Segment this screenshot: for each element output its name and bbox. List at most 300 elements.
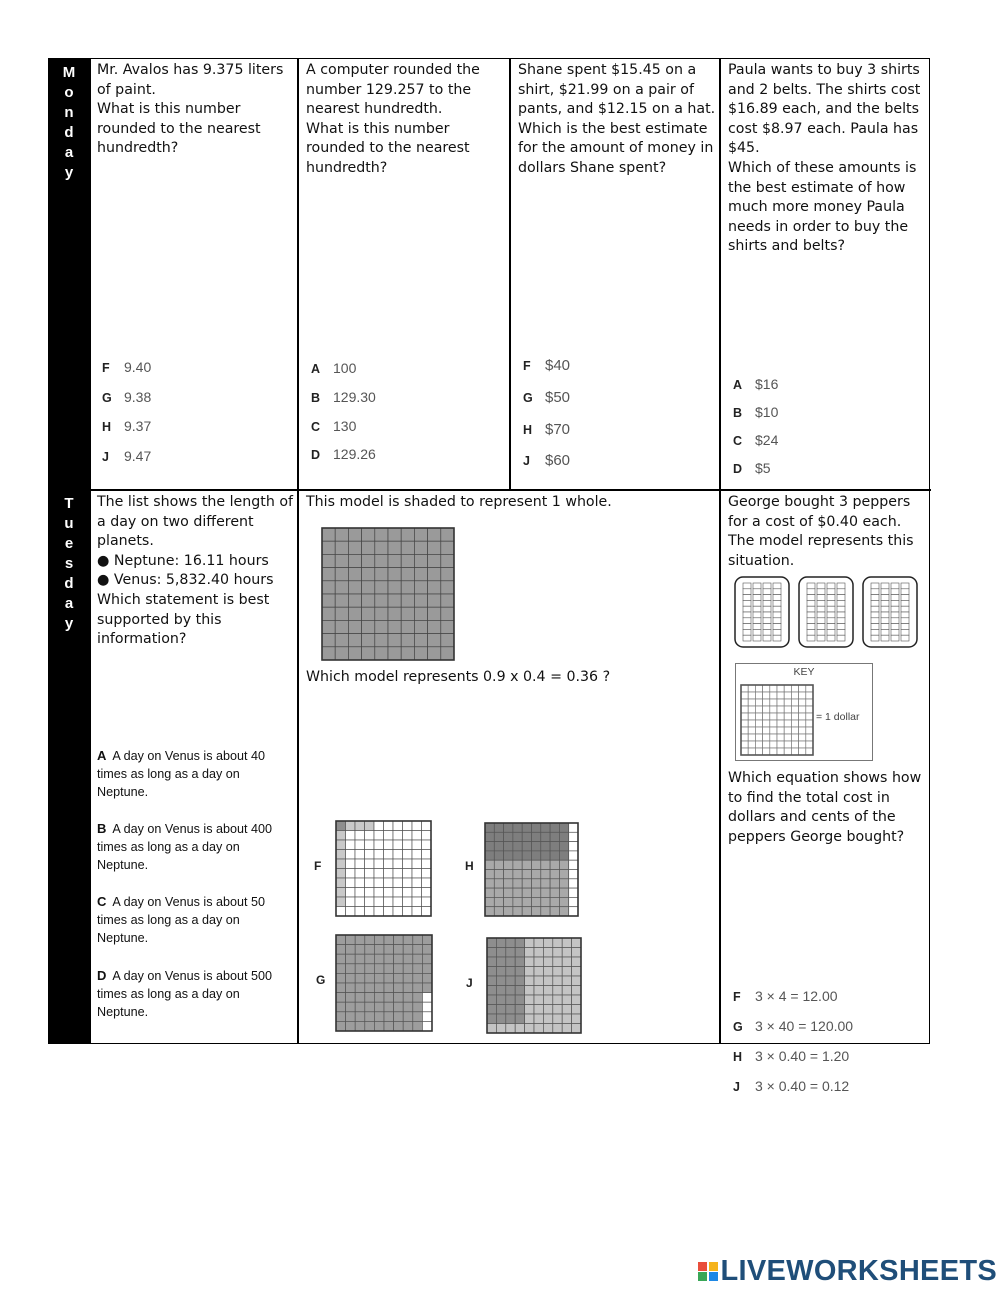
grid-square xyxy=(412,907,422,917)
grid-square xyxy=(755,685,762,692)
grid-square xyxy=(365,945,375,955)
grid-square xyxy=(365,869,375,879)
grid-square xyxy=(504,870,513,879)
grid-square xyxy=(553,1014,562,1024)
grid-square xyxy=(550,823,559,832)
grid-square xyxy=(777,685,784,692)
tenth-strip-cell xyxy=(743,589,751,595)
grid-square xyxy=(403,954,413,964)
tenth-strip-cell xyxy=(817,635,825,641)
grid-square xyxy=(541,851,550,860)
grid-square xyxy=(763,741,770,748)
grid-square xyxy=(428,568,441,581)
grid-square xyxy=(806,699,813,706)
grid-square xyxy=(374,821,384,831)
grid-square xyxy=(375,634,388,647)
tenth-strip-cell xyxy=(891,606,899,612)
grid-square xyxy=(515,986,524,996)
grid-square xyxy=(346,964,356,974)
grid-square xyxy=(374,1021,384,1031)
grid-square xyxy=(550,897,559,906)
grid-square xyxy=(394,1012,404,1022)
grid-square xyxy=(534,986,543,996)
tenth-strip-cell xyxy=(871,606,879,612)
model-h-grid[interactable] xyxy=(484,822,579,917)
grid-square xyxy=(393,869,403,879)
grid-square xyxy=(777,720,784,727)
day-label-monday xyxy=(49,59,89,490)
grid-square xyxy=(741,713,748,720)
grid-square xyxy=(770,706,777,713)
grid-square xyxy=(374,869,384,879)
grid-square xyxy=(413,945,423,955)
grid-square xyxy=(494,842,503,851)
tenth-strip-cell xyxy=(891,583,899,589)
grid-square xyxy=(515,967,524,977)
grid-square xyxy=(412,878,422,888)
grid-square xyxy=(355,878,365,888)
grid-square xyxy=(559,879,568,888)
grid-square xyxy=(741,720,748,727)
grid-square xyxy=(336,897,346,907)
option-b[interactable]: B A day on Venus is about 400 times as long as a day on Neptune. xyxy=(97,821,273,872)
tenth-strip-cell xyxy=(827,612,835,618)
option-f[interactable]: F 9.40 xyxy=(102,359,152,375)
grid-square xyxy=(403,897,413,907)
grid-square xyxy=(403,1012,413,1022)
grid-square xyxy=(422,907,432,917)
grid-square xyxy=(374,878,384,888)
grid-square xyxy=(770,748,777,755)
tenth-strip-cell xyxy=(837,589,845,595)
grid-square xyxy=(784,713,791,720)
tenth-strip-cell xyxy=(827,624,835,630)
grid-square xyxy=(375,528,388,541)
grid-square xyxy=(374,888,384,898)
option-d[interactable]: D 129.26 xyxy=(311,446,376,462)
grid-square xyxy=(541,897,550,906)
grid-square xyxy=(799,748,806,755)
grid-square xyxy=(413,954,423,964)
grid-square xyxy=(346,878,356,888)
grid-square xyxy=(441,528,454,541)
grid-square xyxy=(504,888,513,897)
grid-square xyxy=(336,983,346,993)
grid-square xyxy=(748,741,755,748)
tenth-strip-cell xyxy=(901,583,909,589)
tenth-strip-cell xyxy=(891,624,899,630)
grid-square xyxy=(348,568,361,581)
tenth-strip-cell xyxy=(753,600,761,606)
grid-square xyxy=(403,888,413,898)
brand-name: LIVEWORKSHEETS xyxy=(720,1255,997,1287)
grid-square xyxy=(362,541,375,554)
grid-square xyxy=(365,850,375,860)
grid-square xyxy=(394,983,404,993)
grid-square xyxy=(513,879,522,888)
grid-square xyxy=(365,859,375,869)
tenth-strip-cell xyxy=(901,600,909,606)
grid-square xyxy=(525,1014,534,1024)
tenth-strip-cell xyxy=(753,624,761,630)
grid-square xyxy=(572,995,581,1005)
grid-square xyxy=(485,870,494,879)
grid-square xyxy=(513,860,522,869)
grid-square xyxy=(335,647,348,660)
grid-square xyxy=(393,831,403,841)
grid-square xyxy=(422,888,432,898)
grid-square xyxy=(496,948,505,958)
tenth-strip-cell xyxy=(901,595,909,601)
grid-square xyxy=(414,528,427,541)
grid-square xyxy=(791,727,798,734)
grid-square xyxy=(806,692,813,699)
option-h[interactable]: H $70 xyxy=(523,421,571,438)
tenth-strip-cell xyxy=(743,600,751,606)
grid-square xyxy=(562,986,571,996)
tenth-strip-cell xyxy=(773,600,781,606)
grid-square xyxy=(374,831,384,841)
grid-square xyxy=(362,647,375,660)
tenth-strip-cell xyxy=(773,589,781,595)
grid-square xyxy=(414,620,427,633)
grid-square xyxy=(763,699,770,706)
grid-square xyxy=(763,720,770,727)
grid-square xyxy=(543,986,552,996)
grid-square xyxy=(374,935,384,945)
grid-square xyxy=(504,907,513,916)
tenth-strip-cell xyxy=(817,606,825,612)
tenth-strip-cell xyxy=(773,595,781,601)
grid-square xyxy=(346,983,356,993)
option-g[interactable]: G 3 × 40 = 120.00 xyxy=(733,1018,854,1034)
grid-square xyxy=(393,850,403,860)
grid-square xyxy=(541,842,550,851)
grid-square xyxy=(346,831,356,841)
day-letter: d xyxy=(64,575,74,592)
grid-square xyxy=(791,741,798,748)
grid-square xyxy=(515,957,524,967)
grid-square xyxy=(562,995,571,1005)
pepper-tenths-models xyxy=(733,575,923,651)
grid-square xyxy=(506,938,515,948)
grid-square xyxy=(748,748,755,755)
grid-square xyxy=(365,954,375,964)
option-a[interactable]: A 100 xyxy=(311,360,357,376)
model-j-grid[interactable] xyxy=(486,937,582,1034)
grid-square xyxy=(394,935,404,945)
grid-square xyxy=(422,935,432,945)
option-c[interactable]: C 130 xyxy=(311,418,357,434)
tenth-strip-cell xyxy=(773,612,781,618)
grid-square xyxy=(487,1005,496,1015)
grid-square xyxy=(525,986,534,996)
model-g-grid[interactable] xyxy=(335,934,433,1032)
tenth-strip-cell xyxy=(753,629,761,635)
grid-square xyxy=(770,741,777,748)
grid-square xyxy=(515,938,524,948)
grid-square xyxy=(532,870,541,879)
tenth-strip-cell xyxy=(827,635,835,641)
grid-square xyxy=(550,851,559,860)
grid-square xyxy=(755,734,762,741)
grid-square xyxy=(413,1012,423,1022)
grid-square xyxy=(791,685,798,692)
grid-square xyxy=(496,995,505,1005)
tenth-strip-cell xyxy=(891,600,899,606)
grid-square xyxy=(543,938,552,948)
grid-square xyxy=(336,859,346,869)
grid-square xyxy=(485,879,494,888)
grid-square xyxy=(365,821,375,831)
option-f[interactable]: F 3 × 4 = 12.00 xyxy=(733,988,838,1004)
grid-square xyxy=(763,706,770,713)
grid-square xyxy=(799,727,806,734)
grid-square xyxy=(572,938,581,948)
grid-square xyxy=(506,986,515,996)
grid-square xyxy=(403,993,413,1003)
grid-square xyxy=(336,973,346,983)
model-label-h: H xyxy=(465,859,474,873)
day-letter: n xyxy=(64,104,74,121)
option-h[interactable]: H 3 × 0.40 = 1.20 xyxy=(733,1048,850,1064)
grid-square xyxy=(572,1024,581,1034)
tenth-strip-cell xyxy=(817,612,825,618)
grid-square xyxy=(553,967,562,977)
option-a[interactable]: A A day on Venus is about 40 times as long as a day on Neptune. xyxy=(97,748,266,799)
option-h[interactable]: H 9.37 xyxy=(102,418,152,434)
grid-square xyxy=(487,957,496,967)
grid-square xyxy=(394,964,404,974)
grid-square xyxy=(532,897,541,906)
whole-model-grid xyxy=(321,527,455,661)
grid-square xyxy=(428,594,441,607)
grid-square xyxy=(791,692,798,699)
grid-square xyxy=(525,1005,534,1015)
tenth-strip-cell xyxy=(891,629,899,635)
option-b[interactable]: B $10 xyxy=(733,404,779,420)
tenth-strip-cell xyxy=(773,583,781,589)
grid-square xyxy=(562,967,571,977)
day-letter: y xyxy=(64,164,74,181)
tenth-strip-cell xyxy=(827,583,835,589)
grid-square xyxy=(403,964,413,974)
tenth-strip-cell xyxy=(871,624,879,630)
monday-question-1 xyxy=(90,59,297,489)
grid-square xyxy=(393,888,403,898)
grid-square xyxy=(403,1002,413,1012)
grid-square xyxy=(763,692,770,699)
tenth-strip-cell xyxy=(837,600,845,606)
model-question: Which model represents 0.9 x 0.4 = 0.36 ? xyxy=(306,669,611,685)
grid-square xyxy=(362,581,375,594)
grid-square xyxy=(374,1002,384,1012)
option-g[interactable]: G $50 xyxy=(523,389,571,406)
grid-square xyxy=(487,967,496,977)
grid-square xyxy=(422,840,432,850)
day-letter: u xyxy=(64,515,74,532)
grid-square xyxy=(403,831,413,841)
grid-square xyxy=(428,554,441,567)
option-f[interactable]: F $40 xyxy=(523,357,571,374)
grid-square xyxy=(348,581,361,594)
grid-square xyxy=(550,832,559,841)
grid-square xyxy=(755,727,762,734)
key-title: KEY xyxy=(793,666,815,678)
grid-square xyxy=(375,554,388,567)
grid-square xyxy=(403,850,413,860)
grid-square xyxy=(791,706,798,713)
grid-square xyxy=(572,967,581,977)
question-text: A computer rounded the number 129.257 to the nearest hundredth. What is this number rounded to the nearest hundredth? xyxy=(306,62,480,176)
grid-square xyxy=(541,888,550,897)
liveworksheets-logo[interactable] xyxy=(698,1255,997,1288)
grid-square xyxy=(388,581,401,594)
tenth-strip-cell xyxy=(817,583,825,589)
grid-square xyxy=(428,634,441,647)
grid-square xyxy=(562,957,571,967)
grid-square xyxy=(355,1002,365,1012)
grid-square xyxy=(362,607,375,620)
tenth-strip-cell xyxy=(901,624,909,630)
monday-question-3 xyxy=(511,59,719,489)
grid-square xyxy=(506,967,515,977)
grid-square xyxy=(413,973,423,983)
grid-square xyxy=(388,620,401,633)
option-d[interactable]: D A day on Venus is about 500 times as long as a day on Neptune. xyxy=(97,968,273,1019)
grid-square xyxy=(375,620,388,633)
option-g[interactable]: G 9.38 xyxy=(102,389,152,405)
monday-question-4 xyxy=(721,59,931,489)
tenth-strip-cell xyxy=(827,595,835,601)
grid-square xyxy=(550,870,559,879)
day-letter: a xyxy=(64,144,74,161)
grid-square xyxy=(487,1014,496,1024)
question-intro: This model is shaded to represent 1 whole. xyxy=(306,494,612,510)
tenth-strip-cell xyxy=(881,583,889,589)
grid-square xyxy=(335,541,348,554)
grid-square xyxy=(784,692,791,699)
grid-square xyxy=(799,720,806,727)
grid-square xyxy=(806,713,813,720)
grid-square xyxy=(384,964,394,974)
grid-square xyxy=(791,734,798,741)
option-c[interactable]: C $24 xyxy=(733,432,779,448)
grid-square xyxy=(559,860,568,869)
grid-square xyxy=(534,957,543,967)
tenth-strip-cell xyxy=(901,629,909,635)
option-d[interactable]: D $5 xyxy=(733,460,771,476)
tenth-strip-cell xyxy=(817,589,825,595)
grid-square xyxy=(763,713,770,720)
grid-square xyxy=(799,692,806,699)
model-f-grid[interactable] xyxy=(335,820,432,917)
tenth-strip-cell xyxy=(837,595,845,601)
tenth-strip-cell xyxy=(817,600,825,606)
grid-square xyxy=(414,594,427,607)
tenth-strip-cell xyxy=(763,600,771,606)
grid-square xyxy=(413,1002,423,1012)
option-a[interactable]: A $16 xyxy=(733,376,779,392)
grid-square xyxy=(355,1012,365,1022)
grid-square xyxy=(346,973,356,983)
grid-square xyxy=(534,938,543,948)
grid-square xyxy=(403,821,413,831)
tenth-strip-cell xyxy=(753,612,761,618)
grid-square xyxy=(384,859,394,869)
grid-square xyxy=(755,692,762,699)
grid-square xyxy=(741,748,748,755)
model-label-g: G xyxy=(316,973,326,987)
day-letter: e xyxy=(64,535,74,552)
grid-square xyxy=(748,692,755,699)
grid-square xyxy=(522,897,531,906)
grid-square xyxy=(777,727,784,734)
grid-square xyxy=(534,995,543,1005)
grid-square xyxy=(336,954,346,964)
grid-square xyxy=(541,879,550,888)
option-j[interactable]: J $60 xyxy=(523,452,571,469)
grid-square xyxy=(346,821,356,831)
grid-square xyxy=(348,528,361,541)
day-letter: o xyxy=(64,84,74,101)
grid-square xyxy=(806,741,813,748)
grid-square xyxy=(384,993,394,1003)
grid-square xyxy=(541,832,550,841)
tenth-strip-cell xyxy=(891,612,899,618)
grid-square xyxy=(362,554,375,567)
grid-square xyxy=(388,541,401,554)
model-label-j: J xyxy=(466,976,473,990)
grid-square xyxy=(763,748,770,755)
option-c[interactable]: C A day on Venus is about 50 times as long as a day on Neptune. xyxy=(97,894,266,945)
grid-square xyxy=(422,1002,432,1012)
grid-square xyxy=(365,983,375,993)
grid-square xyxy=(485,897,494,906)
option-j[interactable]: J 9.47 xyxy=(102,448,152,464)
tenth-strip-cell xyxy=(763,589,771,595)
tenth-strip-cell xyxy=(807,583,815,589)
grid-square xyxy=(550,879,559,888)
grid-square xyxy=(741,706,748,713)
grid-square xyxy=(494,832,503,841)
grid-square xyxy=(346,945,356,955)
grid-square xyxy=(541,907,550,916)
grid-square xyxy=(485,907,494,916)
grid-square xyxy=(550,888,559,897)
grid-square xyxy=(374,850,384,860)
option-b[interactable]: B 129.30 xyxy=(311,389,376,405)
tenth-strip-cell xyxy=(807,606,815,612)
question-text: Shane spent $15.45 on a shirt, $21.99 on a pair of pants, and $12.15 on a hat. Which is the best estimate for the amount of money in dollars Shane spent? xyxy=(518,62,716,176)
grid-square xyxy=(515,1014,524,1024)
option-j[interactable]: J 3 × 0.40 = 0.12 xyxy=(733,1078,850,1094)
grid-square xyxy=(572,1005,581,1015)
tenth-strip-cell xyxy=(881,595,889,601)
grid-square xyxy=(355,935,365,945)
grid-square xyxy=(748,699,755,706)
grid-square xyxy=(569,879,578,888)
grid-square xyxy=(336,821,346,831)
grid-square xyxy=(770,720,777,727)
grid-square xyxy=(525,948,534,958)
grid-square xyxy=(394,1021,404,1031)
grid-square xyxy=(322,541,335,554)
grid-square xyxy=(504,860,513,869)
grid-square xyxy=(335,581,348,594)
grid-square xyxy=(534,967,543,977)
tenth-strip-cell xyxy=(773,629,781,635)
